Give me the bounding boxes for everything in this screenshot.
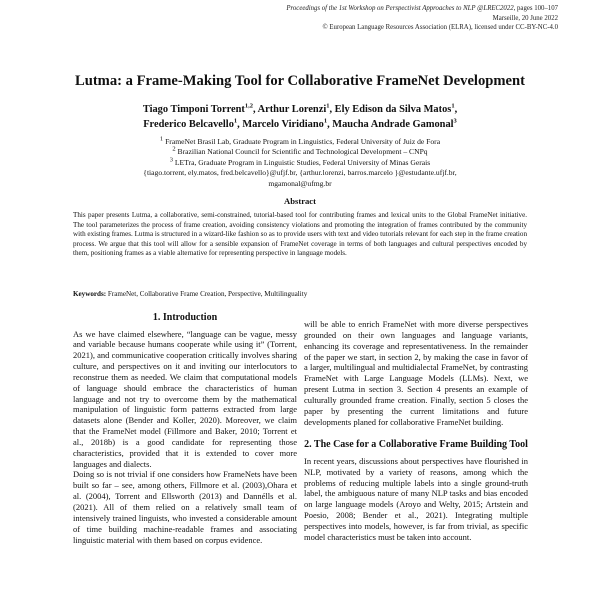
- section-heading-introduction: 1. Introduction: [152, 312, 218, 323]
- pages-text: , pages 100–107: [513, 5, 558, 12]
- keywords-text: FrameNet, Collaborative Frame Creation, Perspective, Multilinguality: [107, 290, 308, 298]
- affiliation-line: LETra, Graduate Program in Linguistic Studies, Federal University of Minas Gerais: [174, 157, 431, 167]
- affiliation-line: Brazilian National Council for Scientific and Technological Development – CNPq: [177, 147, 428, 157]
- author-list: Tiago Timponi Torrent$^{1,2}$, Arthur Lorenzi$^1$, Ely Edison da Silva Matos$^1$, Frederico Belcavello$^1$, Marcelo Viridiano$^1$, Maucha Andrade Gamonal$^3$: [142, 102, 458, 130]
- affil-number: 2: [172, 145, 176, 153]
- paragraph: In recent years, discussions about perspectives have flourished in NLP, motivated by a variety of reasons, among which the problems of reducing multiple labels into a single ground-truth label, the ambiguous nature of many NLP tasks and bias encoded on large language models (Aroyo and Welty, 2015; Artstein and Poesio, 2008; Bender et al., 2021). Integrating multiple perspectives into models, however, is far from trivial, as specific model characteristics must be taken into account.: [304, 455, 528, 542]
- keywords-label: Keywords:: [73, 290, 107, 298]
- affiliation-line: FrameNet Brasil Lab, Graduate Program in Linguistics, Federal University of Juiz de Fora: [165, 137, 441, 146]
- author-affil-sup: 1,2: [244, 102, 253, 110]
- abstract-text: This paper presents Lutma, a collaborative, semi-constrained, tutorial-based tool for contributing frames and lexical units to the Global FrameNet initiative. The tool parameterizes the process of frame creation, avoiding consistency violations and promoting the integration of frames contributed by the community with existing frames. Lutma is structured in a wizard-like fashion so as to provide users with text and video tutorials relevant for each step in the frame creation process. We argue that this tool will allow for a sensible expansion of FrameNet coverage in terms of both languages and cultural perspectives encoded by them, positioning frames as a viable alternative for representing perspective in language models.: [73, 211, 527, 258]
- paragraph: will be able to enrich FrameNet with more diverse perspectives grounded on their own languages and language variants, enhancing its coverage and representativeness. In the remainder of the paper we start, in section 2, by making the case in favor of a larger, multilingual and multidialectal FrameNet, by contrasting FrameNet with Large Language Models (LLMs). Next, we present Lutma in section 3. Section 4 presents an example of culturally grounded frame creation. Finally, section 5 closes the paper by presenting the current limitations and future developments planed for collaborative FrameNet building.: [304, 319, 528, 427]
- keywords: [73, 290, 527, 298]
- author-name: Frederico Belcavello: [143, 118, 234, 130]
- affil-number: 1: [159, 135, 164, 143]
- abstract-heading: Abstract: [284, 196, 316, 206]
- paragraph: Doing so is not trivial if one considers how FrameNets have been built so far – see, among others, Fillmore et al. (2003),Ohara et al. (2004), Torrent and Ellsworth (2013) and Dannélls et al. (2021). All of them relied on a relatively small team of intensively trained linguists, who invested a considerable amount of time building machine-readable frames and associating linguistic material with them based on corpus evidence.: [73, 469, 297, 545]
- paper-title: Lutma: a Frame-Making Tool for Collaborative FrameNet Development: [74, 73, 526, 89]
- author-affil-sup: 1: [233, 117, 238, 125]
- place-date: Marseille, 20 June 2022: [492, 14, 558, 22]
- author-affil-sup: 3: [453, 117, 457, 125]
- paragraph: As we have claimed elsewhere, “language can be vague, messy and variable because humans cooperate while using it” (Torrent, 2021), and communicative cooperation critically involves sharing culture, and perspectives on it and inviting our interlocutors to reconstrue them as needed. We claim that computational models of language should embrace the characteristics of human language and not try to overcome them by the mathematical manipulation of linguistic form patterns extracted from large datasets alone (Bender and Koller, 2020). Moreover, we claim that the FrameNet model (Fillmore and Baker, 2010; Torrent et al., 2018b) is a good candidate for representing those characteristics, provided that it is extended to cover more languages and dialects.: [73, 328, 297, 469]
- email-line: mgamonal@ufmg.br: [268, 178, 332, 188]
- right-column: [304, 319, 528, 543]
- affiliations: [80, 137, 520, 189]
- email-line: {tiago.torrent, ely.matos, fred.belcavello}@ufjf.br, {arthur.lorenzi, barros.marcelo }@estudante.ufjf.br,: [143, 168, 457, 178]
- author-affil-sup: 1: [326, 102, 330, 110]
- left-column: [73, 312, 297, 545]
- author-affil-sup: 1: [451, 102, 455, 110]
- section-heading-case: 2. The Case for a Collaborative Frame Building Tool: [304, 439, 528, 451]
- venue-text: Proceedings of the 1st Workshop on Perspectivist Approaches to NLP @LREC2022: [286, 5, 514, 12]
- author-name: Maucha Andrade Gamonal: [332, 118, 454, 130]
- affil-number: 3: [169, 156, 173, 164]
- author-affil-sup: 1: [323, 117, 328, 125]
- author-name: Ely Edison da Silva Matos: [334, 104, 452, 115]
- proceedings-header: [198, 4, 558, 33]
- author-name: Tiago Timponi Torrent: [142, 104, 245, 115]
- author-name: Marcelo Viridiano: [242, 118, 324, 130]
- license-text: © European Language Resources Association (ELRA), licensed under CC-BY-NC-4.0: [322, 24, 558, 32]
- author-name: Arthur Lorenzi: [257, 104, 327, 115]
